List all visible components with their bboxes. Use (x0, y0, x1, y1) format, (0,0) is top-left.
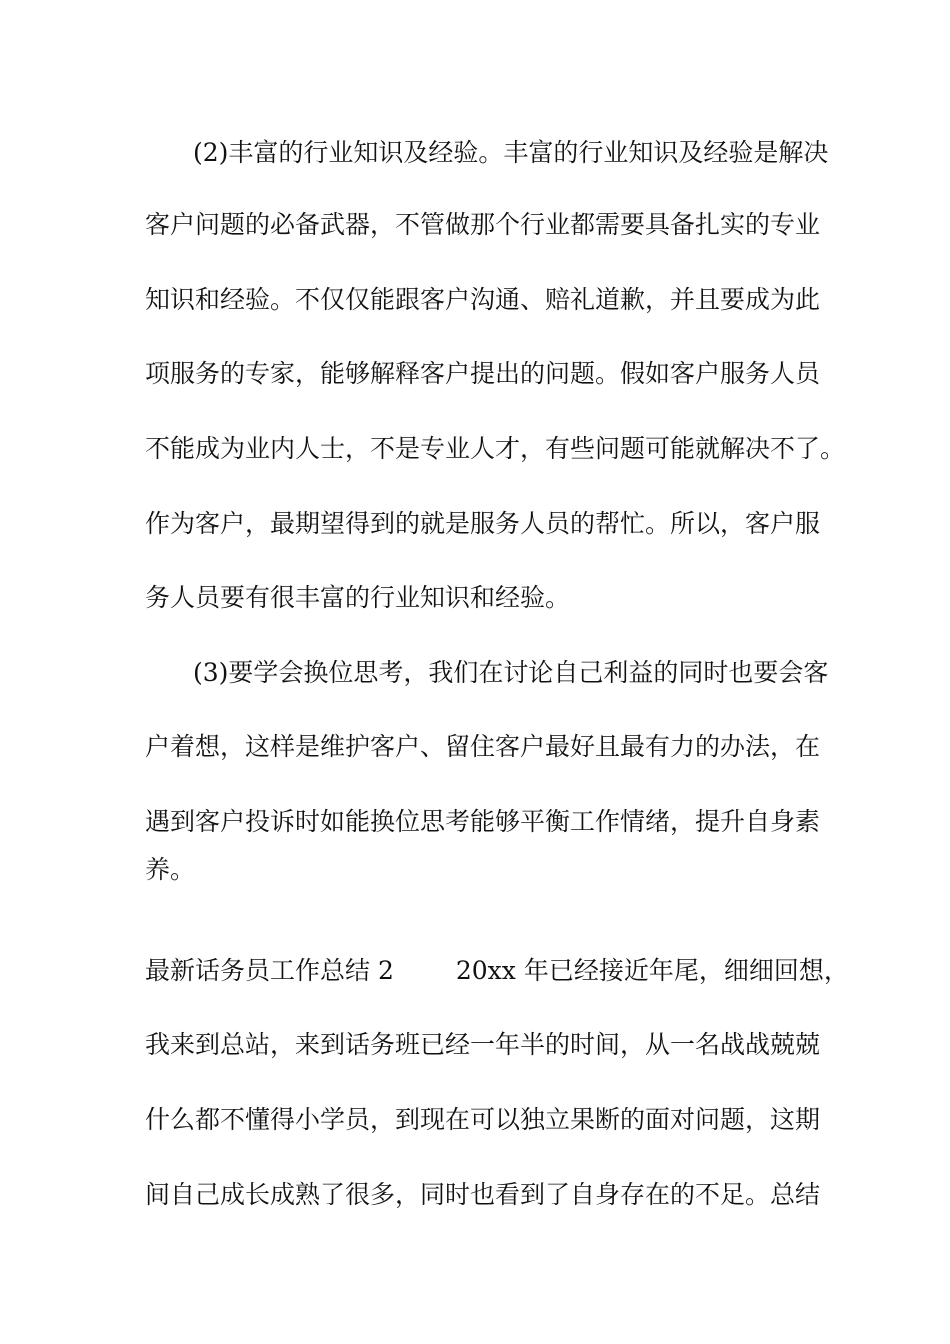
paragraph-line: 客户问题的必备武器，不管做那个行业都需要具备扎实的专业 (145, 210, 821, 239)
paragraph-line: 遇到客户投诉时如能换位思考能够平衡工作情绪，提升自身素 (145, 807, 821, 836)
paragraph-line: 项服务的专家，能够解释客户提出的问题。假如客户服务人员 (145, 359, 821, 388)
paragraph-line: 养。 (145, 855, 196, 884)
paragraph-line: 我来到总站，来到话务班已经一年半的时间，从一名战战兢兢 (145, 1030, 821, 1059)
paragraph-text: 20xx 年已经接近年尾，细细回想， (455, 956, 849, 985)
paragraph-line: (3)要学会换位思考，我们在讨论自己利益的同时也要会客 (193, 658, 829, 687)
paragraph-line: 务人员要有很丰富的行业知识和经验。 (145, 583, 571, 612)
paragraph-line: 不能成为业内人士，不是专业人才，有些问题可能就解决不了。 (145, 434, 846, 463)
paragraph-line: 作为客户，最期望得到的就是服务人员的帮忙。所以，客户服 (145, 509, 821, 538)
paragraph-line: 知识和经验。不仅仅能跟客户沟通、赔礼道歉，并且要成为此 (145, 285, 821, 314)
paragraph-line: 什么都不懂得小学员，到现在可以独立果断的面对问题，这期 (145, 1105, 821, 1134)
paragraph-line: 间自己成长成熟了很多，同时也看到了自身存在的不足。总结 (145, 1180, 821, 1209)
section-heading-line (145, 956, 849, 986)
paragraph-line: (2)丰富的行业知识及经验。丰富的行业知识及经验是解决 (193, 138, 829, 167)
paragraph-line: 户着想，这样是维护客户、留住客户最好且最有力的办法，在 (145, 732, 821, 761)
section-heading: 最新话务员工作总结 2 (145, 956, 394, 985)
